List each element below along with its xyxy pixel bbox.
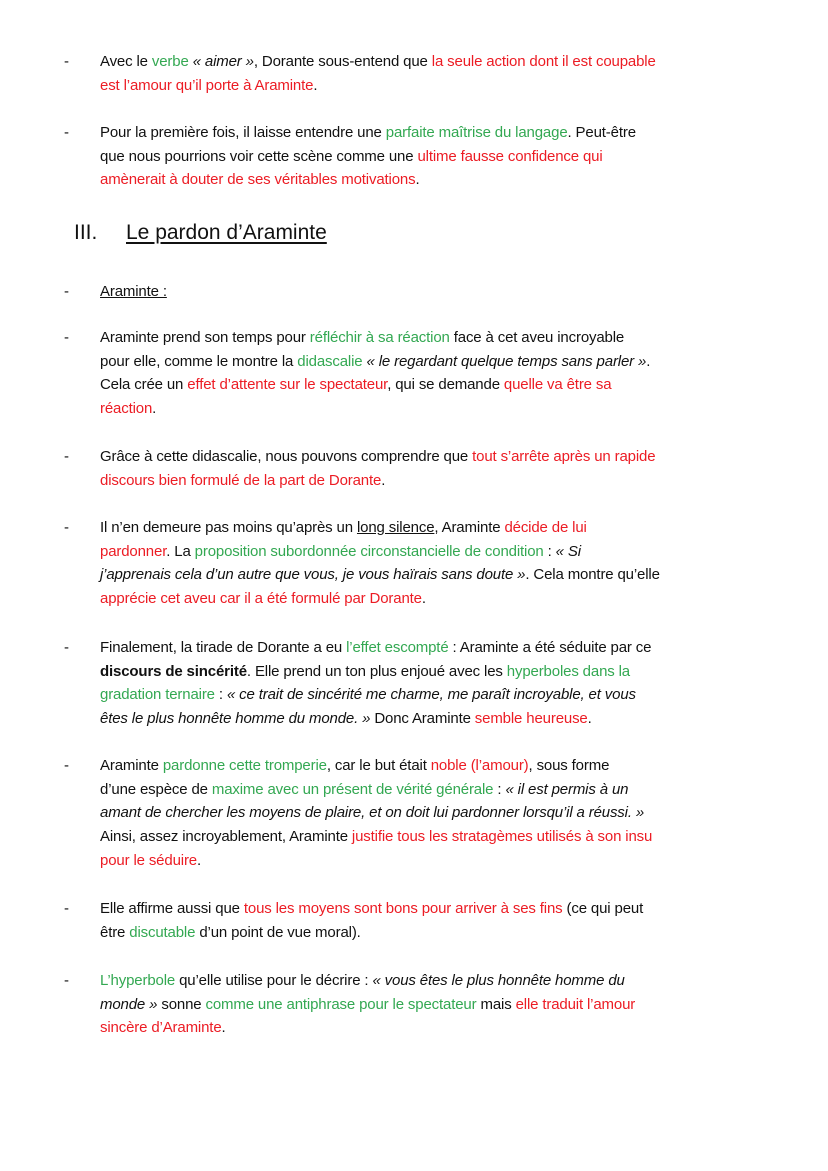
text-segment: qu’elle utilise pour le décrire : — [175, 972, 373, 989]
text-segment: , sous forme — [528, 757, 610, 774]
text-segment: Pour la première fois, il laisse entendre une — [100, 124, 386, 141]
bullet-dash: - — [64, 329, 69, 346]
text-segment: Araminte — [100, 757, 163, 774]
bullet-dash: - — [64, 53, 69, 70]
text-segment: . — [221, 1019, 226, 1037]
quotation: amant de chercher les moyens de plaire, et on doit lui pardonner lorsqu’il a réussi. » — [100, 804, 645, 822]
section-heading — [74, 219, 327, 247]
quotation: « ce trait de sincérité me charme, me paraît incroyable, et vous — [226, 686, 636, 704]
bullet-dash: - — [64, 972, 69, 989]
quotation: monde » — [100, 995, 158, 1013]
text-line — [100, 50, 656, 74]
text-line — [100, 145, 603, 169]
bullet-dash: - — [64, 283, 69, 300]
text-line — [100, 516, 587, 540]
text-line — [100, 373, 611, 397]
text-segment: , Dorante sous-entend que — [253, 53, 432, 70]
text-segment: . — [313, 76, 318, 94]
quotation: êtes le plus honnête homme du monde. » — [100, 710, 371, 728]
red-highlight: justifie tous les stratagèmes utilisés à son insu — [351, 828, 653, 846]
green-highlight: réfléchir à sa réaction — [309, 329, 450, 346]
bullet-dash: - — [64, 900, 69, 917]
green-highlight: parfaite maîtrise du langage — [385, 124, 568, 141]
text-line — [100, 563, 660, 587]
text-line — [100, 993, 635, 1017]
text-segment: Il n’en demeure pas moins qu’après un — [100, 519, 357, 536]
text-segment: que nous pourrions voir cette scène comme une — [100, 147, 418, 165]
red-highlight: amènerait à douter de ses véritables motivations — [100, 171, 416, 189]
text-segment: . — [381, 471, 386, 489]
text-segment: être — [100, 923, 130, 941]
text-segment: . Peut-être — [567, 124, 636, 141]
red-highlight: la seule action dont il est coupable — [431, 53, 656, 70]
text-line — [100, 168, 420, 192]
text-segment: Elle affirme aussi que — [100, 900, 244, 917]
text-segment: . La — [166, 542, 195, 560]
text-line — [100, 469, 385, 493]
text-segment: . — [196, 851, 202, 869]
text-segment: , qui se demande — [387, 376, 504, 394]
green-highlight: verbe — [151, 53, 189, 70]
text-line — [100, 969, 625, 993]
text-line — [100, 74, 317, 98]
text-segment: Ainsi, assez incroyablement, Araminte — [100, 828, 352, 846]
text-segment: . — [646, 352, 651, 370]
text-segment: face à cet aveu incroyable — [449, 329, 625, 346]
red-highlight: pardonner — [100, 542, 167, 560]
text-line — [100, 1016, 226, 1040]
red-highlight: décide de lui — [504, 519, 587, 536]
text-line — [100, 707, 592, 731]
green-highlight: discutable — [129, 923, 196, 941]
text-line — [100, 801, 644, 825]
text-segment: d’une espèce de — [100, 780, 212, 798]
section-title: Le pardon d’Araminte — [126, 221, 327, 244]
quotation: « Si — [555, 542, 581, 560]
bullet-dash: - — [64, 519, 69, 536]
green-highlight: L’hyperbole — [100, 972, 176, 989]
text-segment: . — [421, 590, 426, 608]
red-highlight: discours bien formulé de la part de Dorante — [100, 471, 382, 489]
text-line — [100, 897, 643, 921]
text-segment: : — [493, 780, 506, 798]
red-highlight: pour le séduire — [100, 851, 197, 869]
text-segment: : — [214, 686, 227, 704]
bullet-dash: - — [64, 639, 69, 656]
text-segment: . Elle prend un ton plus enjoué avec les — [246, 662, 507, 680]
text-line — [100, 754, 609, 778]
text-segment: . Cela montre qu’elle — [525, 566, 660, 584]
red-highlight: elle traduit l’amour — [515, 995, 636, 1013]
red-highlight: réaction — [100, 400, 153, 418]
text-segment: pour elle, comme le montre la — [100, 352, 298, 370]
text-segment: Cela crée un — [100, 376, 188, 394]
green-highlight: proposition subordonnée circonstancielle de condition — [194, 542, 544, 560]
text-segment: . — [415, 171, 420, 189]
green-highlight: hyperboles dans la — [506, 662, 630, 680]
red-highlight: apprécie cet aveu car il a été formulé par Dorante — [100, 590, 422, 608]
red-highlight: quelle va être sa — [503, 376, 612, 394]
text-segment: Finalement, la tirade de Dorante a eu — [100, 639, 347, 656]
red-highlight: semble heureuse — [474, 710, 588, 728]
text-segment: mais — [476, 995, 516, 1013]
text-line — [100, 921, 361, 945]
red-highlight: est l’amour qu’il porte à Araminte — [100, 76, 314, 94]
text-line — [100, 660, 630, 684]
text-segment: sonne — [157, 995, 206, 1013]
text-line — [100, 849, 201, 873]
text-line — [100, 683, 636, 707]
text-line — [100, 540, 581, 564]
quotation: « vous êtes le plus honnête homme du — [372, 972, 625, 989]
text-segment: . — [587, 710, 592, 728]
bold-text: discours de sincérité — [100, 662, 247, 680]
green-highlight: didascalie — [297, 352, 363, 370]
red-highlight: tout s’arrête après un rapide — [472, 448, 656, 465]
red-highlight: sincère d’Araminte — [100, 1019, 222, 1037]
quotation: « aimer » — [188, 53, 254, 70]
green-highlight: l’effet escompté — [346, 639, 449, 656]
text-line — [100, 350, 650, 374]
bullet-dash: - — [64, 757, 69, 774]
quotation: « le regardant quelque temps sans parler » — [362, 352, 647, 370]
text-line — [100, 636, 651, 660]
text-segment: , Araminte — [434, 519, 505, 536]
text-segment: . — [152, 400, 157, 418]
text-line — [100, 778, 628, 802]
green-highlight: pardonne cette tromperie — [162, 757, 327, 774]
text-line — [100, 397, 156, 421]
text-segment: d’un point de vue moral). — [195, 923, 361, 941]
green-highlight: comme une antiphrase pour le spectateur — [205, 995, 477, 1013]
bullet-dash: - — [64, 448, 69, 465]
section-number: III. — [74, 221, 98, 244]
quotation: « il est permis à un — [505, 780, 629, 798]
red-highlight: effet d’attente sur le spectateur — [187, 376, 388, 394]
text-segment: Grâce à cette didascalie, nous pouvons comprendre que — [100, 448, 473, 465]
text-line — [100, 445, 655, 469]
red-highlight: ultime fausse confidence qui — [417, 147, 603, 165]
bullet-dash: - — [64, 124, 69, 141]
underlined-text: Araminte : — [100, 283, 167, 300]
text-line — [100, 121, 636, 145]
text-segment: : Araminte a été séduite par ce — [448, 639, 652, 656]
text-line — [100, 825, 652, 849]
text-line — [100, 326, 624, 350]
red-highlight: tous les moyens sont bons pour arriver à ses fins — [243, 900, 563, 917]
text-line — [100, 587, 426, 611]
quotation: j’apprenais cela d’un autre que vous, je vous haïrais sans doute » — [100, 566, 526, 584]
red-highlight: noble (l’amour) — [430, 757, 529, 774]
green-highlight: maxime avec un présent de vérité générale — [211, 780, 494, 798]
text-segment: Avec le — [100, 53, 152, 70]
green-highlight: gradation ternaire — [100, 686, 215, 704]
underlined-text: long silence — [356, 519, 435, 536]
text-segment: Araminte prend son temps pour — [100, 329, 310, 346]
text-line — [100, 280, 167, 304]
text-segment: , car le but était — [326, 757, 431, 774]
text-segment: (ce qui peut — [562, 900, 644, 917]
text-segment: Donc Araminte — [370, 710, 475, 728]
text-segment: : — [543, 542, 556, 560]
